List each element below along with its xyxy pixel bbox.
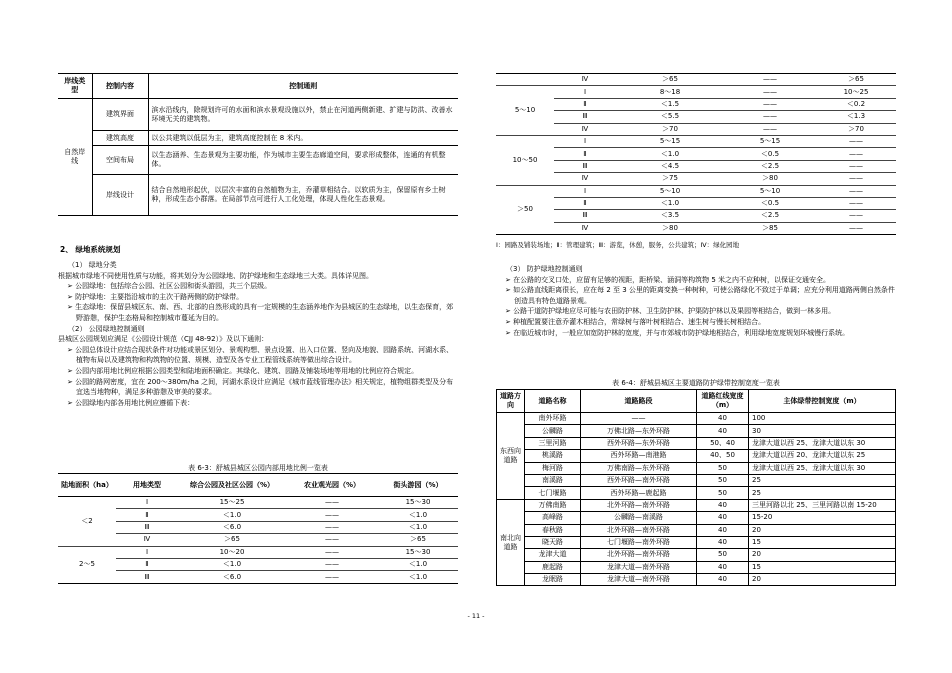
cell: ＞65 [816, 74, 896, 86]
control-item: 建筑界面 [92, 99, 148, 131]
table-row [496, 160, 896, 172]
direction-cell: 南北向道路 [497, 499, 525, 586]
cell: —— [816, 210, 896, 222]
cell: 15 [749, 536, 896, 548]
cell: 20 [749, 574, 896, 586]
direction-cell: 东西向道路 [497, 413, 525, 500]
area-cell: 2～5 [79, 560, 95, 569]
control-rule: 以公共建筑以低层为主，建筑高度控制在 8 米内。 [148, 131, 458, 146]
cell: 5～15 [724, 135, 816, 147]
cell: 40 [697, 524, 749, 536]
cell: Ⅳ [554, 173, 616, 185]
cell: Ⅰ [116, 497, 178, 509]
control-item: 空间布局 [92, 146, 148, 175]
cell: 25 [749, 474, 896, 486]
cell: 10～25 [816, 86, 896, 98]
bullet-item: ➢ 公路干道防护绿地应尽可能与农田防护林、卫生防护林、护渠防护林以及果园等相结合，做到一林多用。 [505, 307, 836, 316]
table-row [497, 524, 896, 536]
cell: 三里河路 [525, 437, 581, 449]
area-cell: 5～10 [496, 86, 554, 136]
cell: 晓天路 [525, 536, 581, 548]
header-land-type: 用地类型 [116, 474, 178, 497]
cell: ＞80 [724, 173, 816, 185]
table-row [497, 413, 896, 425]
cell: ＜3.5 [616, 210, 724, 222]
cell: ＞80 [662, 223, 678, 232]
cell: 七门堰路 [525, 487, 581, 499]
cell: —— [286, 546, 378, 558]
cell: Ⅱ [554, 197, 616, 209]
header-landscape-type: 岸线类型 [58, 74, 92, 99]
table-row [497, 425, 896, 437]
cell: ＜2.5 [724, 160, 816, 172]
cell: 20 [749, 549, 896, 561]
cell: 龙津大道 [525, 549, 581, 561]
landscape-type-cell: 自然岸线 [64, 148, 86, 165]
cell: —— [816, 160, 896, 172]
table-row [497, 437, 896, 449]
table-row [496, 185, 896, 197]
cell: 50 [697, 549, 749, 561]
cell: ＜5.5 [616, 111, 724, 123]
cell: ＜1.0 [408, 572, 428, 581]
table-row [58, 497, 458, 509]
table-header-row [497, 390, 896, 413]
cell: 龙眠路 [525, 574, 581, 586]
paragraph: 县城区公园规划应满足《公园设计规范（CJJ 48-92）》及以下通则： [58, 335, 269, 344]
table-row [58, 509, 458, 521]
cell: 西外环路—东外环路 [581, 437, 697, 449]
table-row [496, 98, 896, 110]
table-row [58, 99, 458, 131]
cell: ＜1.0 [378, 521, 458, 533]
cell: 40 [697, 413, 749, 425]
header-control-rule: 控制通则 [148, 74, 458, 99]
cell: ＞65 [178, 534, 286, 546]
table-row [58, 521, 458, 533]
area-cell [496, 74, 554, 86]
control-item: 建筑高度 [92, 131, 148, 146]
cell: 40 [697, 512, 749, 524]
cell: 50 [697, 487, 749, 499]
header-comprehensive-park: 综合公园及社区公园（%） [178, 474, 286, 497]
table-row [497, 450, 896, 462]
cell: 10～20 [178, 546, 286, 558]
cell: —— [286, 558, 378, 570]
control-rule: 结合自然地形起伏，以层次丰富的自然植物为主，乔灌草相结合。以软质为主，保留原有乡土树种，形成生态小群落。在局部节点可进行人工化处理，体现人性化生态景观。 [148, 175, 458, 216]
cell: —— [286, 509, 378, 521]
table-row [58, 558, 458, 570]
cell: —— [286, 497, 378, 509]
area-cell: ＜2 [58, 497, 116, 547]
cell: 北外环路—南外环路 [581, 524, 697, 536]
cell: Ⅳ [116, 534, 178, 546]
table-note: Ⅰ：园路及铺装场地；Ⅱ：管理建筑；Ⅲ：游览，休憩，服务，公共建筑；Ⅳ：绿化园地 [496, 241, 740, 249]
cell: 15～30 [378, 497, 458, 509]
cell: ＞70 [616, 123, 724, 135]
cell: 40 [697, 499, 749, 511]
table-row [58, 175, 458, 216]
control-rule: 以生态涵养、生态景观为主要功能，作为城市主要生态廊道空间，要求形成整体，连通的有机整体。 [148, 146, 458, 175]
table-header-row [58, 74, 458, 99]
bullet-item: ➢ 在公路的交叉口处，应留有足够的视距，距桥梁、涵洞等构筑物 5 米之内不应种树，以保证交通安全。 [505, 275, 830, 284]
cell: 公麟路 [525, 425, 581, 437]
cell: —— [816, 197, 896, 209]
table-row [496, 135, 896, 147]
park-land-ratio-table [58, 473, 458, 584]
cell: 西外环路—南外环路 [581, 474, 697, 486]
table-row [58, 546, 458, 558]
cell: 龙津大道以西 25、龙津大道以东 30 [749, 437, 896, 449]
cell: 三里河路以北 25、三里河路以南 15-20 [749, 499, 896, 511]
area-cell: ＞50 [517, 205, 533, 214]
cell: ＞65 [616, 74, 724, 86]
header-road-section: 道路路段 [581, 390, 697, 413]
cell: ＜6.0 [222, 572, 242, 581]
bullet-item: ➢ 防护绿地：主要指沿城市的主次干路两侧的防护绿带。 [67, 292, 244, 301]
cell: ＜0.5 [724, 197, 816, 209]
cell: Ⅱ [116, 509, 178, 521]
cell: Ⅳ [581, 223, 589, 232]
table-caption: 表 6-3：舒城县城区公园内部用地比例一览表 [188, 464, 328, 472]
subheading: （2） 公园绿地控制通则 [68, 324, 145, 333]
cell: —— [286, 534, 378, 546]
cell: 20 [749, 524, 896, 536]
cell: —— [816, 135, 896, 147]
cell: ＜1.0 [178, 558, 286, 570]
cell: 50 [697, 474, 749, 486]
cell: 万佛南路 [525, 499, 581, 511]
cell: 龙津大道以西 25、龙津大道以东 30 [749, 462, 896, 474]
cell: —— [325, 572, 339, 581]
cell: —— [724, 86, 816, 98]
header-road-direction: 道路方向 [497, 390, 525, 413]
cell: ＜0.2 [816, 98, 896, 110]
cell: ＜2.5 [724, 210, 816, 222]
cell: 5～15 [616, 135, 724, 147]
cell: 七门堰路—南外环路 [581, 536, 697, 548]
table-row [497, 549, 896, 561]
cell: 北外环路—南外环路 [581, 499, 697, 511]
cell: 50、40 [697, 437, 749, 449]
park-land-ratio-table-continued [496, 73, 896, 235]
control-rule: 滨水沿线内，除规划许可的水面和滨水景观设施以外，禁止在河道两侧新建、扩建与防洪、改善水环境无关的建筑物。 [148, 99, 458, 131]
table-row [497, 561, 896, 573]
area-cell: 10～50 [496, 135, 554, 185]
section-body [58, 260, 458, 408]
cell: 南溪路 [525, 474, 581, 486]
cell: —— [816, 185, 896, 197]
cell: —— [724, 74, 816, 86]
table-row [496, 111, 896, 123]
cell: 西外环路—鹿起路 [581, 487, 697, 499]
cell: 15～30 [378, 546, 458, 558]
cell: ＜1.0 [178, 509, 286, 521]
section-body [496, 264, 896, 338]
cell: —— [724, 123, 816, 135]
table-header-row [58, 474, 458, 497]
cell: 北外环路—南外环路 [581, 549, 697, 561]
table-row [497, 574, 896, 586]
cell: 南外环路 [525, 413, 581, 425]
cell: ＜4.5 [616, 160, 724, 172]
cell: ＞70 [816, 123, 896, 135]
bullet-item: ➢ 公园绿地：包括综合公园、社区公园和街头游园，共三个层级。 [67, 282, 272, 291]
cell: 龙津大道—南外环路 [581, 574, 697, 586]
bullet-item: ➢ 公园内部用地比例应根据公园类型和陆地面积确定。其绿化、建筑、园路及铺装场地等用地的比例应符合规定。 [67, 366, 419, 375]
bullet-item: ➢ 如公路直线距离很长，应在每 2 至 3 公里的距离变换一种树种，可使公路绿化不致过于单调；应充分利用道路两侧自然条件创造具有特色道路景观。 [505, 286, 895, 305]
header-street-garden: 街头游园（%） [378, 474, 458, 497]
section-heading: 2、 绿地系统规划 [60, 245, 121, 254]
cell: 15-20 [749, 512, 896, 524]
cell: ＜1.0 [378, 509, 458, 521]
header-redline-width: 道路红线宽度（m） [697, 390, 749, 413]
cell: 桃溪路 [525, 450, 581, 462]
table-row [496, 197, 896, 209]
cell: ＞65 [378, 534, 458, 546]
page-number: - 11 - [467, 612, 485, 620]
table-row [496, 74, 896, 86]
table-row [497, 536, 896, 548]
road-greenbelt-table [496, 389, 896, 586]
cell: 15～25 [178, 497, 286, 509]
cell: ＜0.5 [724, 148, 816, 160]
cell: Ⅲ [554, 210, 616, 222]
cell: 鹿起路 [525, 561, 581, 573]
cell: Ⅲ [144, 572, 150, 581]
bullet-item: ➢ 种植配置要注意乔灌木相结合，常绿树与落叶树相结合、速生树与慢长树相结合。 [505, 317, 766, 326]
table-row [497, 499, 896, 511]
cell: —— [286, 521, 378, 533]
cell: 西外环路—南港路 [581, 450, 697, 462]
cell: —— [849, 223, 863, 232]
header-control-content: 控制内容 [92, 74, 148, 99]
cell: Ⅲ [116, 521, 178, 533]
cell: 40、50 [697, 450, 749, 462]
cell: 8～18 [616, 86, 724, 98]
cell: ＜1.5 [616, 98, 724, 110]
header-land-area: 陆地面积（ha） [58, 474, 116, 497]
bullet-item: ➢ 公园绿地内部各用地比例应遵循下表： [67, 398, 195, 407]
cell: Ⅲ [554, 160, 616, 172]
control-item: 岸线设计 [92, 175, 148, 216]
table-row [496, 123, 896, 135]
header-agri-park: 农业观光园（%） [286, 474, 378, 497]
table-row [496, 173, 896, 185]
cell: Ⅰ [554, 185, 616, 197]
header-road-name: 道路名称 [525, 390, 581, 413]
cell: ＜1.0 [616, 148, 724, 160]
cell: 15 [749, 561, 896, 573]
cell: Ⅰ [116, 546, 178, 558]
bullet-item: ➢ 在临近城市时，一般应加宽防护林的宽度，并与市郊城市防护绿地相结合，利用绿地宽度规划环城慢行系统。 [505, 328, 850, 337]
table-row [58, 131, 458, 146]
cell: 40 [697, 574, 749, 586]
cell: Ⅲ [554, 111, 616, 123]
cell: Ⅰ [554, 86, 616, 98]
cell: 5～10 [724, 185, 816, 197]
cell: 100 [749, 413, 896, 425]
cell: 梅河路 [525, 462, 581, 474]
cell: —— [724, 98, 816, 110]
cell: 高峰路 [525, 512, 581, 524]
cell: Ⅱ [554, 98, 616, 110]
table-row [496, 148, 896, 160]
cell: 龙津大道以西 20、龙津大道以东 25 [749, 450, 896, 462]
table-row [496, 86, 896, 98]
subheading: （1） 绿地分类 [68, 261, 117, 269]
cell: ＞75 [616, 173, 724, 185]
table-row [497, 487, 896, 499]
cell: 40 [697, 536, 749, 548]
cell: 25 [749, 487, 896, 499]
table-row [58, 146, 458, 175]
cell: 龙津大道—南外环路 [581, 561, 697, 573]
cell: ＜1.3 [816, 111, 896, 123]
cell: ＜1.0 [378, 558, 458, 570]
bullet-item: ➢ 公园总体设计应结合现状条件对功能或景区划分、景观构想、景点设置、出入口位置、竖向及地貌、园路系统、河湖水系、植物布局以及建筑物和构筑物的位置、规模、造型及各专业工程管线系统等做出综合设计。 [67, 345, 454, 365]
table-row [58, 534, 458, 546]
cell: ＞85 [762, 223, 778, 232]
cell: 50 [697, 462, 749, 474]
table-row [496, 210, 896, 222]
cell: —— [724, 111, 816, 123]
landscape-control-table [58, 73, 458, 216]
cell: ＜6.0 [178, 521, 286, 533]
cell: —— [581, 413, 697, 425]
cell: Ⅱ [116, 558, 178, 570]
table-row [497, 512, 896, 524]
bullet-item: ➢ 公园的路网密度，宜在 200～380m/ha 之间，河湖水系设计应满足《城市蓝线管理办法》相关规定，植物组群类型及分布宜选当地物种，满足多种游憩及审美的要求。 [67, 377, 454, 397]
subheading: （3） 防护绿地控制通则 [506, 265, 583, 273]
table-row [497, 462, 896, 474]
cell: Ⅰ [554, 135, 616, 147]
cell: 万佛南路—东外环路 [581, 462, 697, 474]
cell: 5～10 [616, 185, 724, 197]
cell: 40 [697, 425, 749, 437]
cell: Ⅳ [554, 123, 616, 135]
table-caption: 表 6-4：舒城县城区主要道路防护绿带控制宽度一览表 [612, 379, 780, 387]
cell: —— [816, 173, 896, 185]
table-row [58, 571, 458, 583]
paragraph: 根据城市绿地不同使用性质与功能，将其划分为公园绿地、防护绿地和生态绿地三大类。具体详见图。 [58, 271, 373, 280]
cell: 万佛北路—东外环路 [581, 425, 697, 437]
cell: 公麟路—南溪路 [581, 512, 697, 524]
cell: ＜1.0 [616, 197, 724, 209]
table-row [496, 222, 896, 234]
cell: Ⅳ [554, 74, 616, 86]
cell: 30 [749, 425, 896, 437]
header-greenbelt-width: 主体绿带控制宽度（m） [749, 390, 896, 413]
cell: Ⅱ [554, 148, 616, 160]
table-row [497, 474, 896, 486]
cell: 春秋路 [525, 524, 581, 536]
bullet-item: ➢ 生态绿地：保留县城区东、南、西、北部的自然形成的具有一定规模的生态涵养地作为县城区的生态绿地，以生态保育，郊野游憩，保护生态格局和控制城市蔓延为目的。 [67, 303, 454, 322]
cell: 40 [697, 561, 749, 573]
cell: —— [816, 148, 896, 160]
